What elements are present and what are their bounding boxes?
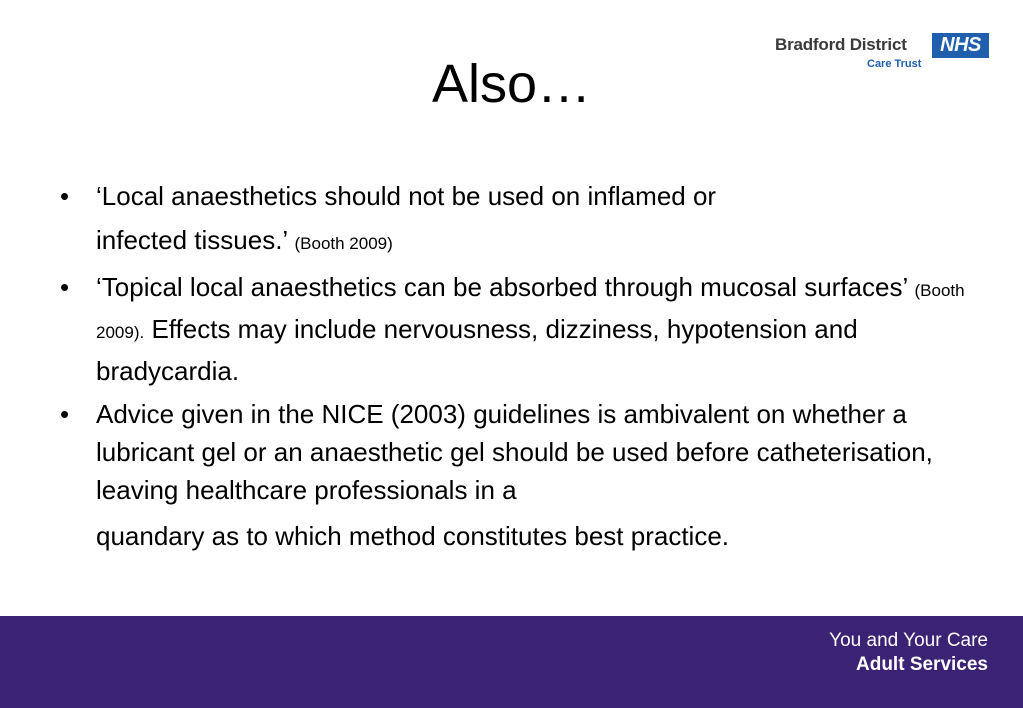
citation: (Booth 2009) <box>294 234 393 253</box>
bullet-dot-icon: • <box>60 181 70 211</box>
footer-band <box>0 616 1023 708</box>
bullet-text: infected tissues.’ <box>96 225 288 255</box>
bullet-text: Advice given in the NICE (2003) guidelines is ambivalent on whether a lubricant gel or an anaesthetic gel should be used before catheterisation, leaving healthcare professionals in a <box>96 399 933 505</box>
bullet-list <box>58 174 968 555</box>
bullet-dot-icon: • <box>60 399 70 429</box>
bullet-item <box>58 395 968 555</box>
bullet-dot-icon: • <box>60 272 70 302</box>
logo-organization: Bradford District <box>775 35 907 54</box>
bullet-text: ‘Topical local anaesthetics can be absorbed through mucosal surfaces’ <box>96 272 908 302</box>
logo-subtitle: Care Trust <box>867 58 922 70</box>
slide-title: Also… <box>431 54 592 114</box>
bullet-text: ‘Local anaesthetics should not be used on inflamed or <box>96 181 717 211</box>
bullet-item <box>58 268 968 390</box>
citation: (Booth 2009). <box>96 281 965 342</box>
bullet-text: quandary as to which method constitutes best practice. <box>96 521 730 551</box>
footer-service-name: Adult Services <box>856 654 988 675</box>
nhs-badge: NHS <box>932 33 989 58</box>
bullet-text: Effects may include nervousness, dizziness, hypotension and bradycardia. <box>96 314 858 386</box>
footer-tagline: You and Your Care <box>829 630 988 651</box>
bullet-item <box>58 174 968 266</box>
